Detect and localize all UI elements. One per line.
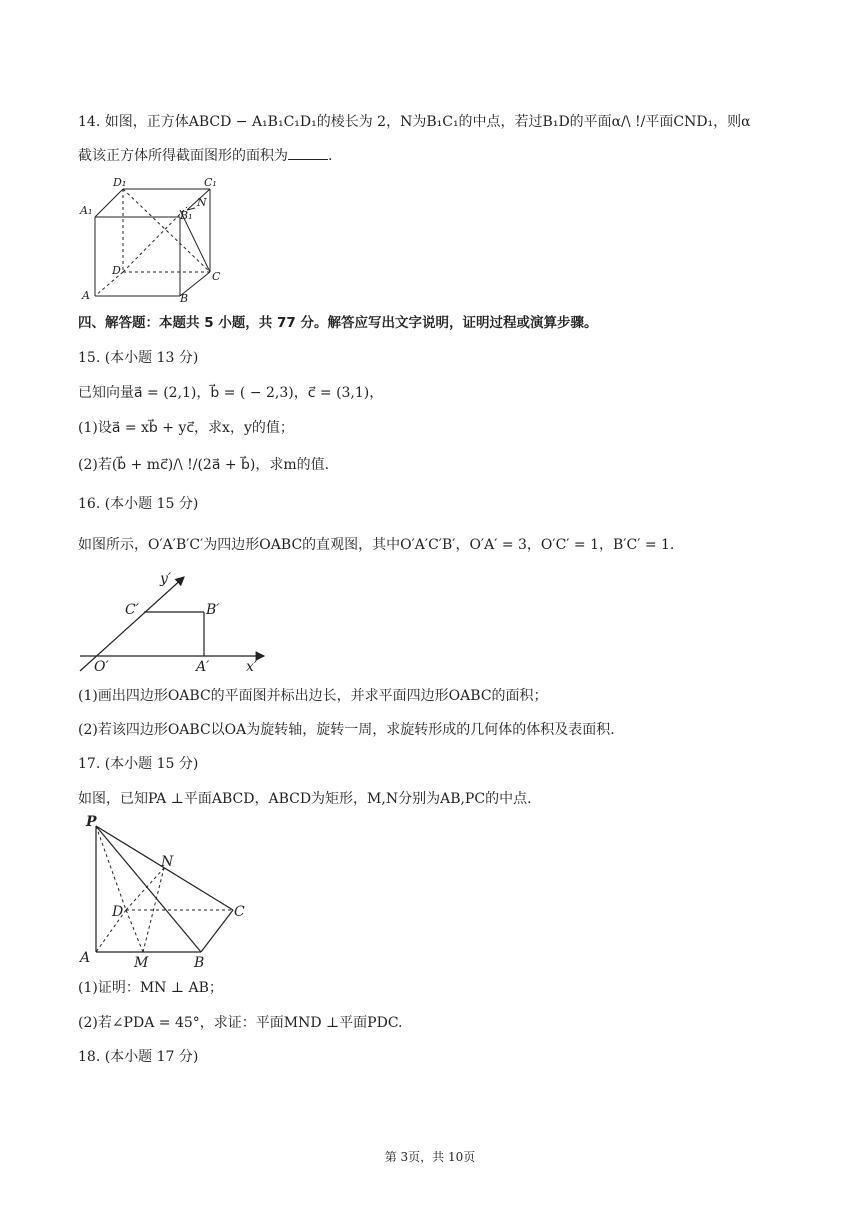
label-A-point: A — [80, 950, 91, 966]
label-D: D — [112, 264, 121, 277]
q14-line1: 14. 如图，正方体ABCD − A₁B₁C₁D₁的棱长为 2，N为B₁C₁的中点，若过B₁D的平面α/\ !/平面CND₁，则α — [78, 114, 751, 130]
q15-part1: (1)设a⃗ = xb⃗ + yc⃗，求x，y的值； — [78, 420, 294, 436]
label-N-point: N — [161, 854, 174, 870]
q14-line2-end: . — [328, 148, 333, 164]
label-O-prime: O′ — [94, 659, 109, 675]
q14-line2 — [78, 145, 800, 166]
q15-part2: (2)若(b⃗ + mc⃗)/\ !/(2a⃗ + b⃗)，求m的值. — [78, 457, 330, 473]
label-C: C — [212, 270, 221, 283]
label-D-point: D — [112, 904, 124, 920]
label-N: N — [197, 196, 207, 209]
q15-given: 已知向量a⃗ = (2,1)，b⃗ = ( − 2,3)，c⃗ = (3,1)， — [78, 385, 384, 401]
pyramid-figure — [76, 812, 256, 972]
section-heading: 四、解答题：本题共 5 小题，共 77 分。解答应写出文字说明，证明过程或演算步骤。 — [78, 315, 598, 331]
q17-part1: (1)证明：MN ⊥ AB； — [78, 980, 223, 996]
label-B-point: B — [194, 955, 205, 971]
label-B1: B₁ — [180, 209, 193, 222]
q17-head: 17. (本小题 15 分) — [78, 756, 199, 772]
q15-head: 15. (本小题 13 分) — [78, 350, 199, 366]
q18-head: 18. (本小题 17 分) — [78, 1049, 199, 1065]
page-footer: 第 3页，共 10页 — [384, 1150, 476, 1164]
label-B-prime: B′ — [206, 602, 220, 618]
q16-part2: (2)若该四边形OABC以OA为旋转轴，旋转一周，求旋转形成的几何体的体积及表面积. — [78, 722, 615, 738]
q17-part2: (2)若∠PDA = 45°，求证：平面MND ⊥平面PDC. — [78, 1015, 403, 1031]
label-M-point: M — [134, 955, 149, 971]
label-C1: C₁ — [204, 176, 217, 189]
label-C-point: C — [234, 904, 245, 920]
label-P: P — [86, 814, 97, 830]
label-A: A — [82, 289, 90, 302]
label-C-prime: C′ — [125, 602, 139, 618]
label-x-axis: x′ — [246, 659, 258, 675]
q16-part1: (1)画出四边形OABC的平面图并标出边长，并求平面四边形OABC的面积； — [78, 688, 548, 704]
label-A1: A₁ — [80, 204, 93, 217]
label-B: B — [180, 292, 189, 304]
q14-line2-text: 截该正方体所得截面图形的面积为 — [78, 148, 288, 164]
q16-given: 如图所示，O′A′B′C′为四边形OABC的直观图，其中O′A′C′B′，O′A′ = 3，O′C′ = 1，B′C′ = 1. — [78, 537, 675, 553]
label-A-prime: A′ — [196, 659, 210, 675]
answer-blank — [288, 145, 328, 160]
cube-figure — [75, 172, 230, 304]
q16-head: 16. (本小题 15 分) — [78, 496, 199, 512]
label-D1: D₁ — [113, 176, 127, 189]
label-y-axis: y′ — [160, 571, 172, 587]
oblique-drawing-figure — [76, 565, 276, 677]
q17-given: 如图，已知PA ⊥平面ABCD，ABCD为矩形，M,N分别为AB,PC的中点. — [78, 791, 532, 807]
